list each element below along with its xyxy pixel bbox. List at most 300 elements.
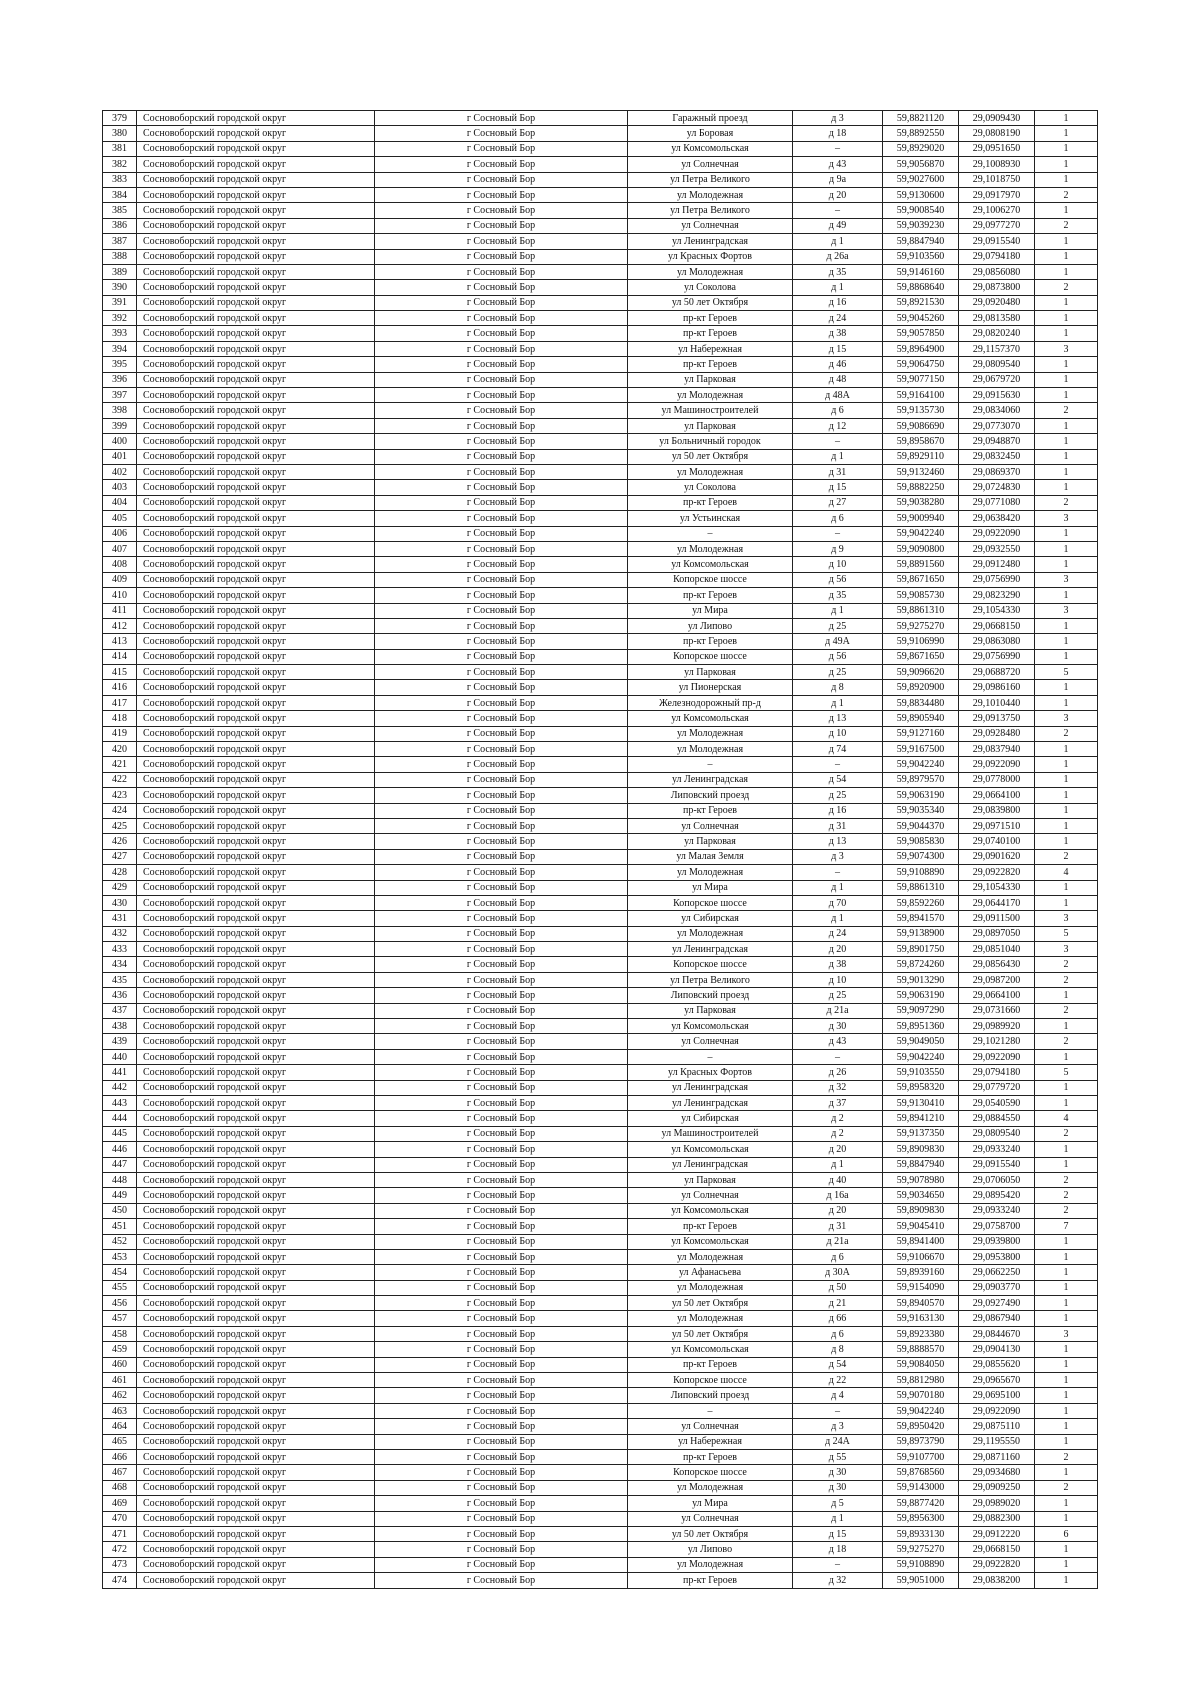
cell-settlement: г Сосновый Бор — [375, 434, 628, 449]
cell-settlement: г Сосновый Бор — [375, 1003, 628, 1018]
cell-settlement: г Сосновый Бор — [375, 280, 628, 295]
cell-house: д 10 — [793, 557, 883, 572]
table-row — [103, 618, 1098, 633]
cell-street: ул Мира — [628, 1496, 793, 1511]
cell-settlement: г Сосновый Бор — [375, 1373, 628, 1388]
cell-count: 1 — [1035, 111, 1098, 126]
table-row — [103, 203, 1098, 218]
cell-street: Копорское шоссе — [628, 649, 793, 664]
table-row — [103, 988, 1098, 1003]
cell-latitude: 59,9034650 — [883, 1188, 959, 1203]
cell-house: д 3 — [793, 849, 883, 864]
table-row — [103, 649, 1098, 664]
cell-longitude: 29,0901620 — [959, 849, 1035, 864]
cell-street: ул Устьинская — [628, 511, 793, 526]
cell-longitude: 29,0922820 — [959, 1557, 1035, 1572]
cell-longitude: 29,0922090 — [959, 1403, 1035, 1418]
cell-street: Копорское шоссе — [628, 957, 793, 972]
cell-row-number: 442 — [103, 1080, 137, 1095]
cell-row-number: 382 — [103, 157, 137, 172]
cell-longitude: 29,0920480 — [959, 295, 1035, 310]
cell-street: Липовский проезд — [628, 988, 793, 1003]
cell-count: 1 — [1035, 742, 1098, 757]
cell-count: 3 — [1035, 1326, 1098, 1341]
cell-latitude: 59,9135730 — [883, 403, 959, 418]
cell-street: ул Парковая — [628, 834, 793, 849]
cell-settlement: г Сосновый Бор — [375, 126, 628, 141]
cell-street: ул Больничный городок — [628, 434, 793, 449]
cell-longitude: 29,0934680 — [959, 1465, 1035, 1480]
cell-house: д 16а — [793, 1188, 883, 1203]
cell-district: Сосновоборский городской округ — [137, 1249, 375, 1264]
table-row — [103, 388, 1098, 403]
cell-house: д 30 — [793, 1480, 883, 1495]
cell-latitude: 59,8921530 — [883, 295, 959, 310]
table-row — [103, 572, 1098, 587]
cell-count: 1 — [1035, 141, 1098, 156]
cell-latitude: 59,8671650 — [883, 572, 959, 587]
cell-longitude: 29,0794180 — [959, 249, 1035, 264]
cell-settlement: г Сосновый Бор — [375, 711, 628, 726]
cell-settlement: г Сосновый Бор — [375, 311, 628, 326]
cell-street: ул Липово — [628, 618, 793, 633]
cell-house: д 32 — [793, 1080, 883, 1095]
cell-district: Сосновоборский городской округ — [137, 1126, 375, 1141]
cell-count: 1 — [1035, 803, 1098, 818]
cell-longitude: 29,1021280 — [959, 1034, 1035, 1049]
cell-settlement: г Сосновый Бор — [375, 695, 628, 710]
cell-house: д 40 — [793, 1172, 883, 1187]
cell-district: Сосновоборский городской округ — [137, 618, 375, 633]
cell-row-number: 396 — [103, 372, 137, 387]
cell-longitude: 29,0895420 — [959, 1188, 1035, 1203]
cell-row-number: 399 — [103, 418, 137, 433]
cell-district: Сосновоборский городской округ — [137, 649, 375, 664]
cell-house: д 20 — [793, 1142, 883, 1157]
cell-row-number: 457 — [103, 1311, 137, 1326]
table-row — [103, 1419, 1098, 1434]
cell-count: 2 — [1035, 495, 1098, 510]
cell-longitude: 29,0823290 — [959, 588, 1035, 603]
table-row — [103, 1265, 1098, 1280]
cell-settlement: г Сосновый Бор — [375, 818, 628, 833]
cell-longitude: 29,0724830 — [959, 480, 1035, 495]
cell-house: д 2 — [793, 1111, 883, 1126]
cell-settlement: г Сосновый Бор — [375, 234, 628, 249]
cell-house: д 6 — [793, 1326, 883, 1341]
cell-latitude: 59,8888570 — [883, 1342, 959, 1357]
cell-longitude: 29,0922090 — [959, 526, 1035, 541]
cell-district: Сосновоборский городской округ — [137, 326, 375, 341]
cell-count: 1 — [1035, 788, 1098, 803]
cell-latitude: 59,9108890 — [883, 1557, 959, 1572]
cell-street: Липовский проезд — [628, 1388, 793, 1403]
cell-house: – — [793, 141, 883, 156]
cell-house: д 30А — [793, 1265, 883, 1280]
cell-street: Копорское шоссе — [628, 572, 793, 587]
cell-longitude: 29,0912480 — [959, 557, 1035, 572]
cell-count: 1 — [1035, 695, 1098, 710]
cell-house: д 1 — [793, 449, 883, 464]
cell-settlement: г Сосновый Бор — [375, 388, 628, 403]
cell-district: Сосновоборский городской округ — [137, 249, 375, 264]
cell-count: 1 — [1035, 449, 1098, 464]
cell-house: д 1 — [793, 880, 883, 895]
cell-row-number: 402 — [103, 464, 137, 479]
cell-district: Сосновоборский городской округ — [137, 772, 375, 787]
cell-longitude: 29,1006270 — [959, 203, 1035, 218]
cell-settlement: г Сосновый Бор — [375, 218, 628, 233]
cell-latitude: 59,9045410 — [883, 1219, 959, 1234]
cell-district: Сосновоборский городской округ — [137, 1080, 375, 1095]
cell-row-number: 403 — [103, 480, 137, 495]
cell-settlement: г Сосновый Бор — [375, 249, 628, 264]
cell-count: 1 — [1035, 1234, 1098, 1249]
table-row — [103, 634, 1098, 649]
cell-longitude: 29,0856080 — [959, 264, 1035, 279]
cell-count: 1 — [1035, 634, 1098, 649]
cell-longitude: 29,0668150 — [959, 1542, 1035, 1557]
cell-longitude: 29,0915540 — [959, 1157, 1035, 1172]
cell-district: Сосновоборский городской округ — [137, 1373, 375, 1388]
cell-row-number: 445 — [103, 1126, 137, 1141]
cell-latitude: 59,9097290 — [883, 1003, 959, 1018]
cell-row-number: 437 — [103, 1003, 137, 1018]
cell-street: ул Афанасьева — [628, 1265, 793, 1280]
cell-row-number: 420 — [103, 742, 137, 757]
cell-count: 1 — [1035, 1296, 1098, 1311]
cell-district: Сосновоборский городской округ — [137, 1065, 375, 1080]
table-row — [103, 849, 1098, 864]
cell-latitude: 59,9078980 — [883, 1172, 959, 1187]
table-row — [103, 511, 1098, 526]
cell-row-number: 443 — [103, 1096, 137, 1111]
table-row — [103, 495, 1098, 510]
cell-settlement: г Сосновый Бор — [375, 1496, 628, 1511]
cell-longitude: 29,1018750 — [959, 172, 1035, 187]
cell-latitude: 59,9038280 — [883, 495, 959, 510]
cell-settlement: г Сосновый Бор — [375, 341, 628, 356]
cell-latitude: 59,9084050 — [883, 1357, 959, 1372]
table-row — [103, 1280, 1098, 1295]
cell-settlement: г Сосновый Бор — [375, 1573, 628, 1588]
cell-street: пр-кт Героев — [628, 311, 793, 326]
table-row — [103, 295, 1098, 310]
cell-district: Сосновоборский городской округ — [137, 942, 375, 957]
cell-count: 2 — [1035, 403, 1098, 418]
cell-street: пр-кт Героев — [628, 588, 793, 603]
cell-latitude: 59,9070180 — [883, 1388, 959, 1403]
table-row — [103, 1557, 1098, 1572]
cell-settlement: г Сосновый Бор — [375, 1157, 628, 1172]
cell-house: д 21а — [793, 1234, 883, 1249]
cell-settlement: г Сосновый Бор — [375, 803, 628, 818]
cell-row-number: 405 — [103, 511, 137, 526]
table-row — [103, 972, 1098, 987]
table-row — [103, 1403, 1098, 1418]
cell-street: Копорское шоссе — [628, 895, 793, 910]
cell-longitude: 29,0834060 — [959, 403, 1035, 418]
table-row — [103, 1080, 1098, 1095]
cell-row-number: 410 — [103, 588, 137, 603]
cell-row-number: 409 — [103, 572, 137, 587]
cell-settlement: г Сосновый Бор — [375, 203, 628, 218]
table-row — [103, 1342, 1098, 1357]
table-row — [103, 480, 1098, 495]
table-row — [103, 264, 1098, 279]
cell-latitude: 59,9164100 — [883, 388, 959, 403]
cell-house: д 74 — [793, 742, 883, 757]
cell-settlement: г Сосновый Бор — [375, 403, 628, 418]
cell-district: Сосновоборский городской округ — [137, 757, 375, 772]
cell-longitude: 29,0903770 — [959, 1280, 1035, 1295]
cell-district: Сосновоборский городской округ — [137, 634, 375, 649]
cell-street: – — [628, 526, 793, 541]
cell-latitude: 59,8909830 — [883, 1142, 959, 1157]
cell-count: 5 — [1035, 926, 1098, 941]
cell-district: Сосновоборский городской округ — [137, 695, 375, 710]
cell-count: 1 — [1035, 1096, 1098, 1111]
cell-settlement: г Сосновый Бор — [375, 1342, 628, 1357]
cell-latitude: 59,9042240 — [883, 1403, 959, 1418]
cell-count: 4 — [1035, 865, 1098, 880]
cell-street: ул 50 лет Октября — [628, 1526, 793, 1541]
cell-house: д 50 — [793, 1280, 883, 1295]
cell-settlement: г Сосновый Бор — [375, 157, 628, 172]
cell-street: ул Парковая — [628, 418, 793, 433]
cell-latitude: 59,9103550 — [883, 1065, 959, 1080]
table-row — [103, 1049, 1098, 1064]
table-row — [103, 1188, 1098, 1203]
cell-longitude: 29,0679720 — [959, 372, 1035, 387]
cell-longitude: 29,0986160 — [959, 680, 1035, 695]
cell-latitude: 59,9042240 — [883, 1049, 959, 1064]
cell-district: Сосновоборский городской округ — [137, 311, 375, 326]
cell-latitude: 59,8941210 — [883, 1111, 959, 1126]
cell-street: Гаражный проезд — [628, 111, 793, 126]
cell-district: Сосновоборский городской округ — [137, 1326, 375, 1341]
cell-count: 2 — [1035, 1126, 1098, 1141]
cell-latitude: 59,9096620 — [883, 665, 959, 680]
cell-longitude: 29,0989020 — [959, 1496, 1035, 1511]
cell-district: Сосновоборский городской округ — [137, 111, 375, 126]
cell-settlement: г Сосновый Бор — [375, 141, 628, 156]
cell-longitude: 29,0809540 — [959, 1126, 1035, 1141]
cell-longitude: 29,0869370 — [959, 464, 1035, 479]
cell-district: Сосновоборский городской округ — [137, 1188, 375, 1203]
cell-street: ул Набережная — [628, 1434, 793, 1449]
cell-row-number: 389 — [103, 264, 137, 279]
cell-street: ул Парковая — [628, 665, 793, 680]
cell-district: Сосновоборский городской округ — [137, 1142, 375, 1157]
cell-district: Сосновоборский городской округ — [137, 464, 375, 479]
cell-district: Сосновоборский городской округ — [137, 434, 375, 449]
table-row — [103, 1296, 1098, 1311]
cell-latitude: 59,9077150 — [883, 372, 959, 387]
cell-street: ул Молодежная — [628, 388, 793, 403]
cell-row-number: 424 — [103, 803, 137, 818]
cell-row-number: 461 — [103, 1373, 137, 1388]
cell-house: д 27 — [793, 495, 883, 510]
cell-longitude: 29,0917970 — [959, 187, 1035, 202]
cell-settlement: г Сосновый Бор — [375, 772, 628, 787]
table-row — [103, 357, 1098, 372]
cell-street: ул Солнечная — [628, 1511, 793, 1526]
cell-latitude: 59,8941570 — [883, 911, 959, 926]
cell-district: Сосновоборский городской округ — [137, 957, 375, 972]
cell-count: 1 — [1035, 1511, 1098, 1526]
cell-district: Сосновоборский городской округ — [137, 126, 375, 141]
cell-house: д 54 — [793, 772, 883, 787]
table-body — [103, 111, 1098, 1589]
table-row — [103, 1326, 1098, 1341]
cell-count: 1 — [1035, 126, 1098, 141]
cell-row-number: 398 — [103, 403, 137, 418]
cell-longitude: 29,0668150 — [959, 618, 1035, 633]
cell-district: Сосновоборский городской округ — [137, 557, 375, 572]
cell-row-number: 385 — [103, 203, 137, 218]
cell-street: ул Комсомольская — [628, 1203, 793, 1218]
cell-count: 1 — [1035, 680, 1098, 695]
cell-district: Сосновоборский городской округ — [137, 926, 375, 941]
cell-longitude: 29,0927490 — [959, 1296, 1035, 1311]
cell-settlement: г Сосновый Бор — [375, 942, 628, 957]
cell-longitude: 29,0664100 — [959, 988, 1035, 1003]
cell-street: Липовский проезд — [628, 788, 793, 803]
table-row — [103, 1388, 1098, 1403]
table-row — [103, 141, 1098, 156]
cell-district: Сосновоборский городской округ — [137, 1480, 375, 1495]
cell-latitude: 59,8951360 — [883, 1019, 959, 1034]
cell-row-number: 416 — [103, 680, 137, 695]
cell-district: Сосновоборский городской округ — [137, 1573, 375, 1588]
cell-count: 1 — [1035, 357, 1098, 372]
table-row — [103, 341, 1098, 356]
cell-street: ул 50 лет Октября — [628, 1326, 793, 1341]
cell-house: д 13 — [793, 834, 883, 849]
table-row — [103, 665, 1098, 680]
cell-house: д 56 — [793, 649, 883, 664]
cell-district: Сосновоборский городской округ — [137, 449, 375, 464]
cell-settlement: г Сосновый Бор — [375, 865, 628, 880]
cell-longitude: 29,0871160 — [959, 1449, 1035, 1464]
cell-street: ул Молодежная — [628, 742, 793, 757]
cell-latitude: 59,9085730 — [883, 588, 959, 603]
cell-count: 2 — [1035, 726, 1098, 741]
cell-house: – — [793, 526, 883, 541]
cell-count: 1 — [1035, 464, 1098, 479]
cell-district: Сосновоборский городской округ — [137, 1157, 375, 1172]
cell-longitude: 29,0875110 — [959, 1419, 1035, 1434]
cell-longitude: 29,0638420 — [959, 511, 1035, 526]
cell-settlement: г Сосновый Бор — [375, 926, 628, 941]
cell-longitude: 29,0808190 — [959, 126, 1035, 141]
cell-latitude: 59,9027600 — [883, 172, 959, 187]
table-row — [103, 1019, 1098, 1034]
cell-latitude: 59,9138900 — [883, 926, 959, 941]
cell-latitude: 59,9163130 — [883, 1311, 959, 1326]
cell-street: ул Молодежная — [628, 1280, 793, 1295]
cell-street: ул Машиностроителей — [628, 403, 793, 418]
table-row — [103, 157, 1098, 172]
cell-row-number: 454 — [103, 1265, 137, 1280]
cell-settlement: г Сосновый Бор — [375, 988, 628, 1003]
cell-longitude: 29,0909250 — [959, 1480, 1035, 1495]
cell-street: ул Солнечная — [628, 1188, 793, 1203]
cell-settlement: г Сосновый Бор — [375, 111, 628, 126]
cell-settlement: г Сосновый Бор — [375, 1449, 628, 1464]
cell-settlement: г Сосновый Бор — [375, 264, 628, 279]
cell-latitude: 59,8847940 — [883, 234, 959, 249]
cell-latitude: 59,8671650 — [883, 649, 959, 664]
cell-longitude: 29,0740100 — [959, 834, 1035, 849]
cell-count: 1 — [1035, 1357, 1098, 1372]
cell-count: 1 — [1035, 834, 1098, 849]
cell-settlement: г Сосновый Бор — [375, 665, 628, 680]
table-row — [103, 418, 1098, 433]
cell-district: Сосновоборский городской округ — [137, 803, 375, 818]
cell-house: д 1 — [793, 1157, 883, 1172]
cell-row-number: 462 — [103, 1388, 137, 1403]
table-row — [103, 234, 1098, 249]
cell-longitude: 29,0897050 — [959, 926, 1035, 941]
cell-longitude: 29,0855620 — [959, 1357, 1035, 1372]
cell-count: 1 — [1035, 157, 1098, 172]
cell-longitude: 29,0856430 — [959, 957, 1035, 972]
cell-row-number: 448 — [103, 1172, 137, 1187]
cell-house: д 18 — [793, 126, 883, 141]
table-row — [103, 280, 1098, 295]
cell-settlement: г Сосновый Бор — [375, 1111, 628, 1126]
cell-house: д 26а — [793, 249, 883, 264]
cell-settlement: г Сосновый Бор — [375, 634, 628, 649]
cell-row-number: 470 — [103, 1511, 137, 1526]
cell-count: 3 — [1035, 341, 1098, 356]
cell-district: Сосновоборский городской округ — [137, 1111, 375, 1126]
cell-count: 1 — [1035, 988, 1098, 1003]
cell-house: д 43 — [793, 1034, 883, 1049]
cell-house: д 6 — [793, 403, 883, 418]
cell-row-number: 455 — [103, 1280, 137, 1295]
cell-longitude: 29,1054330 — [959, 603, 1035, 618]
cell-house: д 25 — [793, 788, 883, 803]
cell-longitude: 29,0965670 — [959, 1373, 1035, 1388]
cell-count: 1 — [1035, 757, 1098, 772]
cell-count: 1 — [1035, 326, 1098, 341]
cell-latitude: 59,8834480 — [883, 695, 959, 710]
cell-latitude: 59,8768560 — [883, 1465, 959, 1480]
table-row — [103, 818, 1098, 833]
cell-house: – — [793, 1403, 883, 1418]
cell-count: 1 — [1035, 172, 1098, 187]
table-row — [103, 1465, 1098, 1480]
cell-latitude: 59,9063190 — [883, 788, 959, 803]
cell-count: 1 — [1035, 1465, 1098, 1480]
cell-latitude: 59,9085830 — [883, 834, 959, 849]
cell-district: Сосновоборский городской округ — [137, 372, 375, 387]
cell-street: ул Молодежная — [628, 541, 793, 556]
cell-row-number: 446 — [103, 1142, 137, 1157]
cell-latitude: 59,8592260 — [883, 895, 959, 910]
cell-longitude: 29,0778000 — [959, 772, 1035, 787]
cell-longitude: 29,0904130 — [959, 1342, 1035, 1357]
cell-house: д 20 — [793, 942, 883, 957]
cell-row-number: 447 — [103, 1157, 137, 1172]
cell-street: ул Комсомольская — [628, 711, 793, 726]
cell-count: 2 — [1035, 1172, 1098, 1187]
cell-row-number: 434 — [103, 957, 137, 972]
table-row — [103, 1203, 1098, 1218]
